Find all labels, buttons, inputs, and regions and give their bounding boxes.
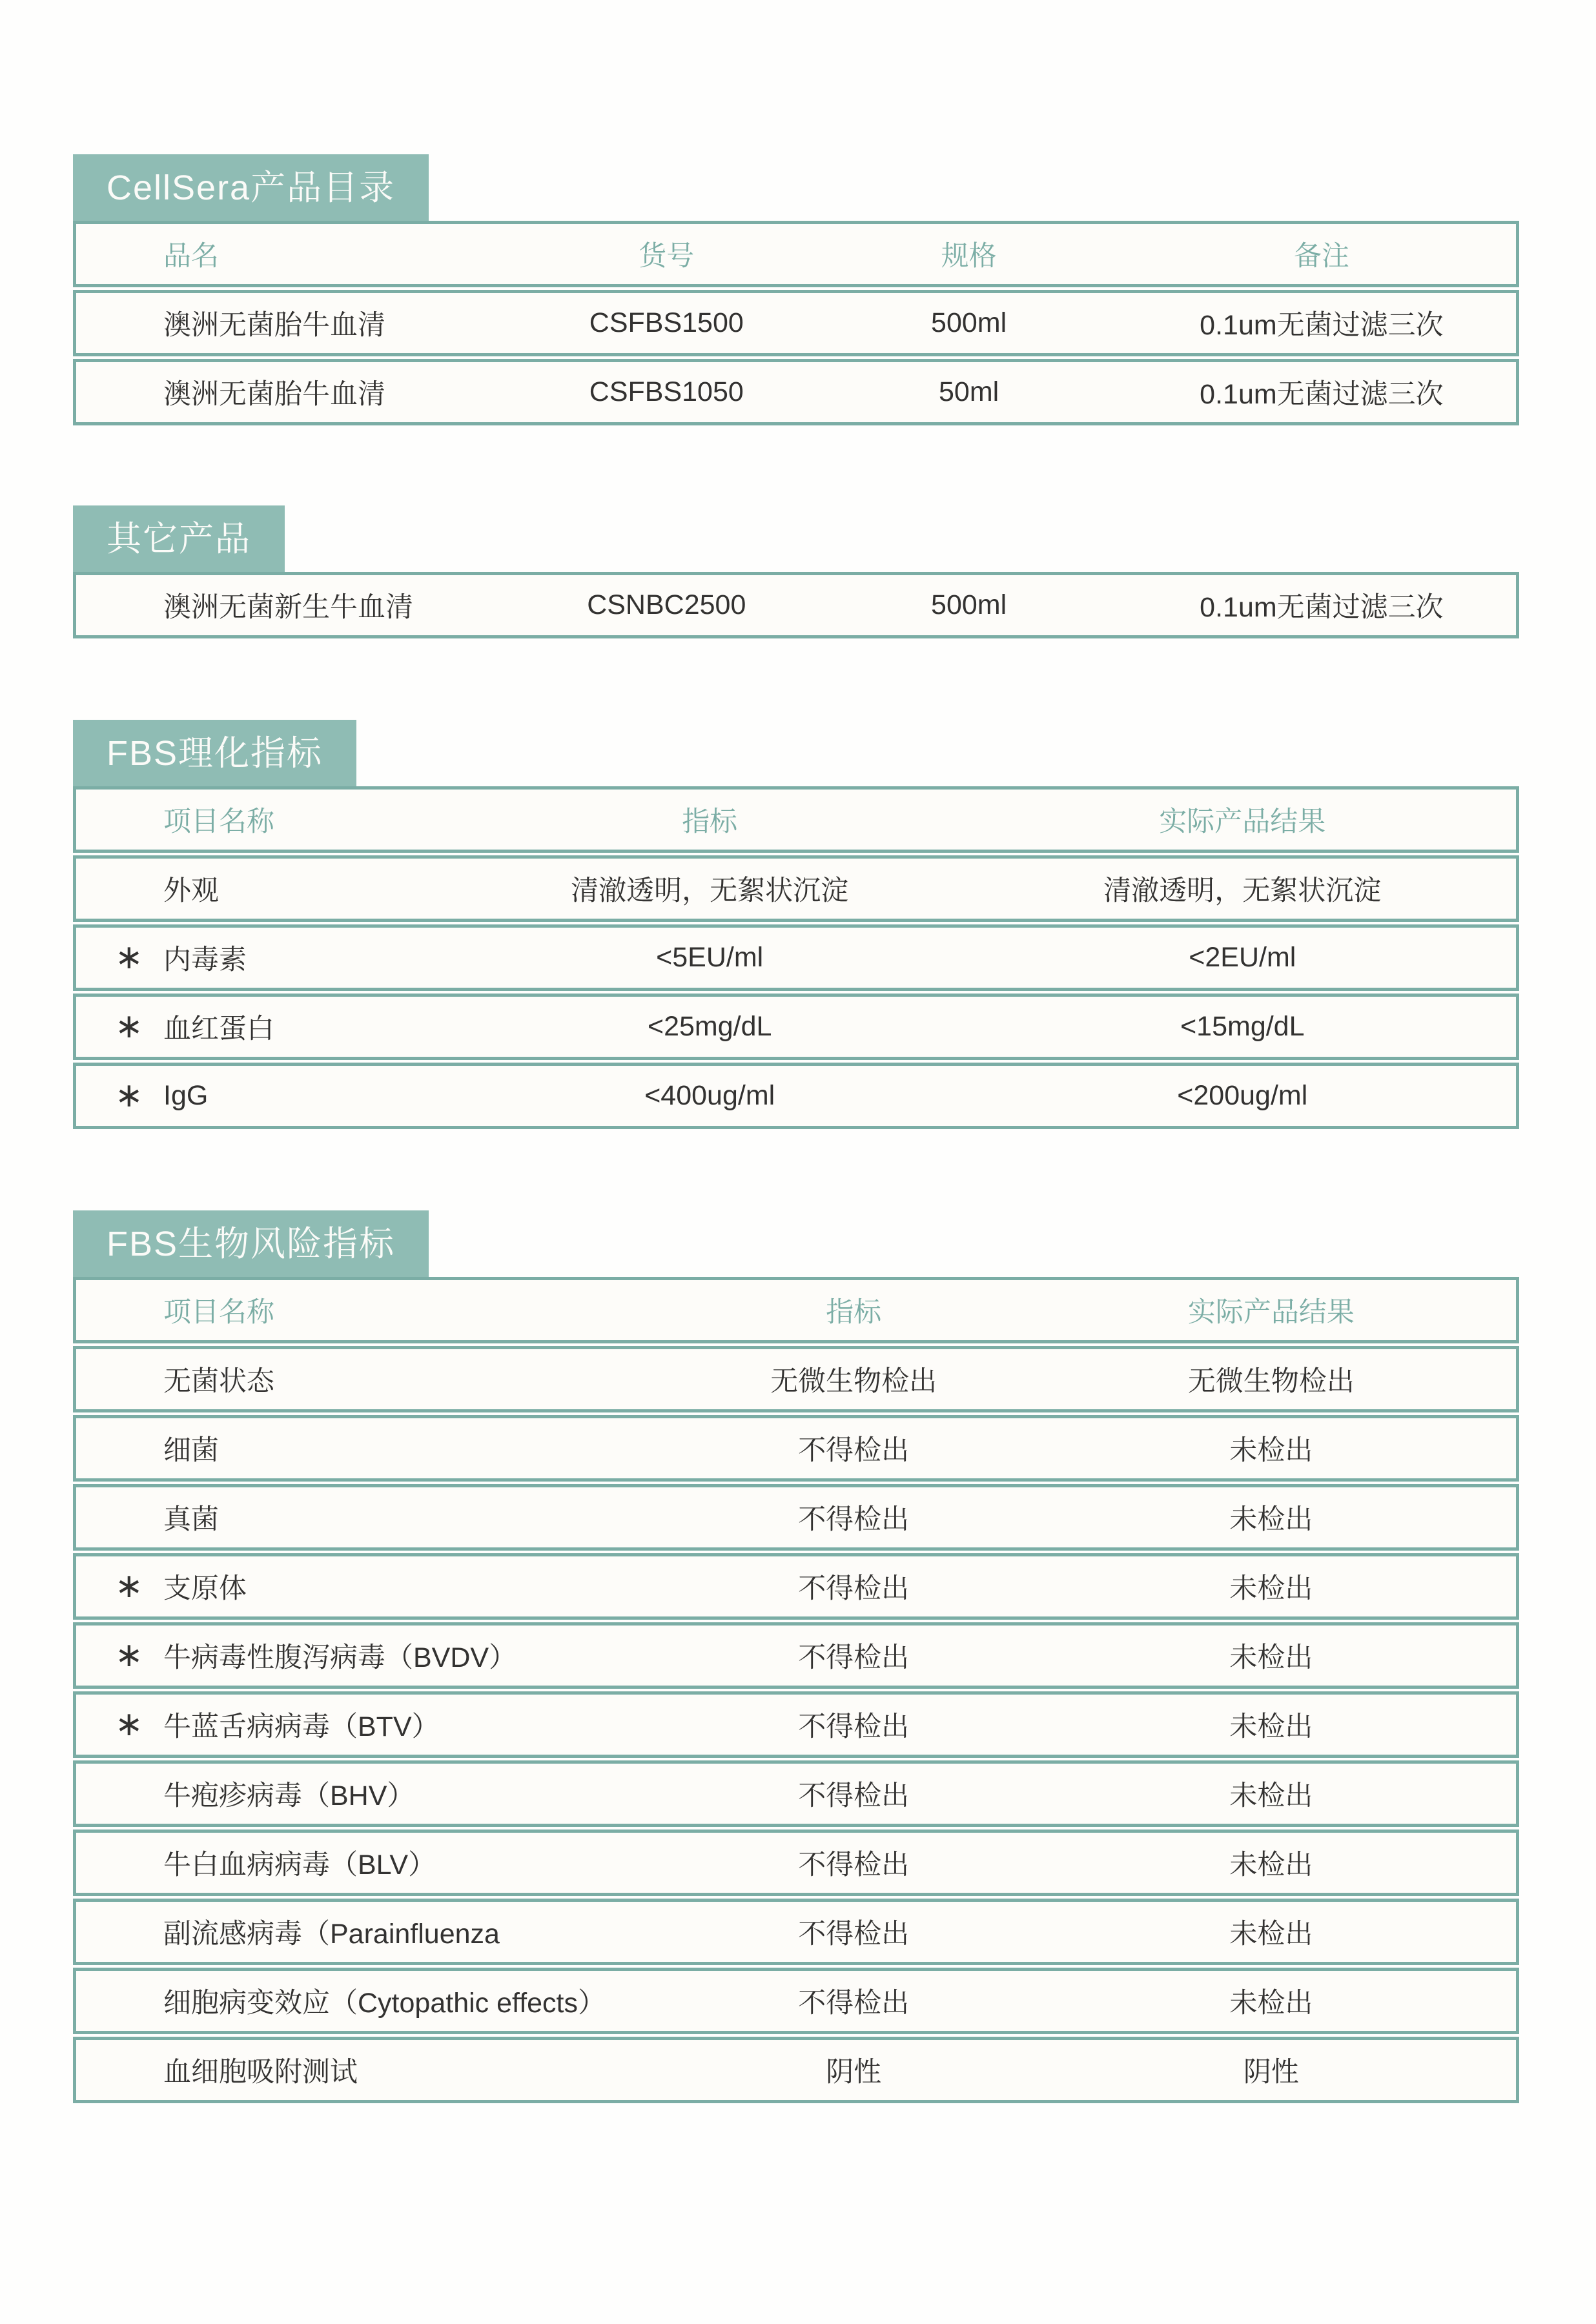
cell-product-name: 澳洲无菌胎牛血清	[163, 379, 385, 410]
cell-actual-result: 未检出	[1229, 1919, 1313, 1950]
table-row	[73, 855, 1519, 922]
required-star-icon: ∗	[115, 1006, 143, 1046]
cell-remark: 0.1um无菌过滤三次	[1200, 592, 1444, 623]
cell-item-label: IgG	[163, 1080, 209, 1111]
section-tab-fbs-physchem: FBS理化指标	[73, 720, 356, 786]
section-tab-other-products: 其它产品	[73, 505, 285, 572]
cell-actual-result: 未检出	[1229, 1850, 1313, 1881]
cell-item-label: 内毒素	[163, 944, 247, 975]
table-row	[73, 1484, 1519, 1551]
cell-indicator: 阴性	[826, 2057, 882, 2088]
cell-actual-result: 未检出	[1229, 1435, 1313, 1466]
table-header-row	[73, 221, 1519, 287]
table-row	[73, 359, 1519, 425]
table-row	[73, 1415, 1519, 1482]
cell-indicator: 无微生物检出	[770, 1366, 937, 1397]
table-row	[73, 572, 1519, 638]
cell-item-name: 细菌	[163, 1435, 219, 1466]
cell-spec: 500ml	[931, 589, 1007, 620]
other-products-table	[73, 572, 1519, 638]
cell-indicator: 不得检出	[798, 1435, 910, 1466]
cell-indicator: 不得检出	[798, 1573, 910, 1604]
cell-item-name: 副流感病毒（Parainfluenza	[163, 1919, 500, 1950]
cell-product-name: 澳洲无菌新生牛血清	[163, 592, 413, 623]
cell-item-name	[76, 1075, 451, 1115]
catalog-page	[0, 154, 1596, 2324]
cell-indicator: <5EU/ml	[656, 942, 764, 973]
cell-item-name	[76, 1636, 681, 1675]
cell-item-label: 牛蓝舌病病毒（BTV）	[163, 1711, 440, 1742]
table-row	[73, 1968, 1519, 2034]
cell-item-label: 牛病毒性腹泻病毒（BVDV）	[163, 1642, 517, 1673]
cell-indicator: 清澈透明，无絮状沉淀	[571, 875, 849, 906]
cell-spec: 50ml	[938, 376, 999, 407]
cell-actual-result: 未检出	[1229, 1711, 1313, 1742]
cell-catalog-no: CSFBS1500	[589, 307, 744, 338]
section-tab-cellsera-catalog: CellSera产品目录	[73, 154, 429, 221]
cell-actual-result: 未检出	[1229, 1988, 1313, 2019]
cell-indicator: <400ug/ml	[644, 1080, 775, 1111]
cell-indicator: 不得检出	[798, 1642, 910, 1673]
cell-actual-result: 清澈透明，无絮状沉淀	[1103, 875, 1382, 906]
column-header-item-name: 项目名称	[163, 1297, 274, 1328]
column-header-product-name: 品名	[163, 241, 219, 272]
table-row	[73, 1346, 1519, 1412]
cell-indicator: 不得检出	[798, 1988, 910, 2019]
cell-indicator: 不得检出	[798, 1711, 910, 1742]
table-row	[73, 1691, 1519, 1758]
cell-catalog-no: CSNBC2500	[587, 589, 746, 620]
cell-item-label: 血红蛋白	[163, 1014, 274, 1045]
cell-actual-result: <2EU/ml	[1189, 942, 1296, 973]
cell-indicator: 不得检出	[798, 1919, 910, 1950]
required-star-icon: ∗	[115, 937, 143, 977]
cell-item-name: 外观	[163, 875, 219, 906]
table-row	[73, 1830, 1519, 1896]
fbs-biorisk-table	[73, 1277, 1519, 2103]
fbs-physchem-table	[73, 786, 1519, 1129]
table-row	[73, 1760, 1519, 1827]
required-star-icon: ∗	[115, 1635, 143, 1675]
table-row	[73, 994, 1519, 1060]
table-header-row	[73, 786, 1519, 853]
table-row	[73, 1063, 1519, 1129]
cell-item-name: 真菌	[163, 1504, 219, 1535]
section-fbs-biorisk	[73, 1210, 1519, 2103]
cell-indicator: <25mg/dL	[647, 1011, 772, 1042]
cell-remark: 0.1um无菌过滤三次	[1200, 379, 1444, 410]
column-header-remark: 备注	[1293, 241, 1349, 272]
cell-actual-result: 无微生物检出	[1187, 1366, 1355, 1397]
cell-item-name: 无菌状态	[163, 1366, 274, 1397]
cell-item-name: 细胞病变效应（Cytopathic effects）	[163, 1988, 606, 2019]
column-header-actual-result: 实际产品结果	[1187, 1297, 1355, 1328]
column-header-catalog-no: 货号	[639, 241, 695, 272]
cell-actual-result: 未检出	[1229, 1504, 1313, 1535]
cell-item-name	[76, 1705, 681, 1744]
cell-item-name: 牛白血病病毒（BLV）	[163, 1850, 436, 1881]
cellsera-catalog-table	[73, 221, 1519, 425]
cell-indicator: 不得检出	[798, 1850, 910, 1881]
column-header-indicator: 指标	[826, 1297, 882, 1328]
required-star-icon: ∗	[115, 1704, 143, 1744]
table-row	[73, 924, 1519, 991]
cell-item-name: 血细胞吸附测试	[163, 2057, 358, 2088]
section-fbs-physchem	[73, 720, 1519, 1129]
cell-actual-result: 未检出	[1229, 1642, 1313, 1673]
table-row	[73, 2037, 1519, 2103]
cell-item-name	[76, 938, 451, 977]
column-header-indicator: 指标	[682, 806, 738, 837]
cell-indicator: 不得检出	[798, 1780, 910, 1811]
cell-actual-result: 未检出	[1229, 1573, 1313, 1604]
required-star-icon: ∗	[115, 1075, 143, 1115]
cell-actual-result: 未检出	[1229, 1780, 1313, 1811]
cell-actual-result: <15mg/dL	[1180, 1011, 1305, 1042]
table-row	[73, 1622, 1519, 1689]
cell-actual-result: <200ug/ml	[1177, 1080, 1308, 1111]
cell-item-label: 支原体	[163, 1573, 247, 1604]
cell-product-name: 澳洲无菌胎牛血清	[163, 310, 385, 341]
section-tab-fbs-biorisk: FBS生物风险指标	[73, 1210, 429, 1277]
required-star-icon: ∗	[115, 1566, 143, 1605]
cell-item-name	[76, 1007, 451, 1046]
section-other-products	[73, 505, 1519, 638]
cell-item-name: 牛疱疹病毒（BHV）	[163, 1780, 415, 1811]
section-cellsera-catalog	[73, 154, 1519, 425]
cell-remark: 0.1um无菌过滤三次	[1200, 310, 1444, 341]
table-row	[73, 1553, 1519, 1620]
table-header-row	[73, 1277, 1519, 1343]
column-header-spec: 规格	[941, 241, 997, 272]
cell-actual-result: 阴性	[1243, 2057, 1299, 2088]
cell-catalog-no: CSFBS1050	[589, 376, 744, 407]
column-header-actual-result: 实际产品结果	[1159, 806, 1326, 837]
table-row	[73, 1899, 1519, 1965]
table-row	[73, 290, 1519, 356]
cell-item-name	[76, 1567, 681, 1606]
column-header-item-name: 项目名称	[163, 806, 274, 837]
cell-spec: 500ml	[931, 307, 1007, 338]
cell-indicator: 不得检出	[798, 1504, 910, 1535]
